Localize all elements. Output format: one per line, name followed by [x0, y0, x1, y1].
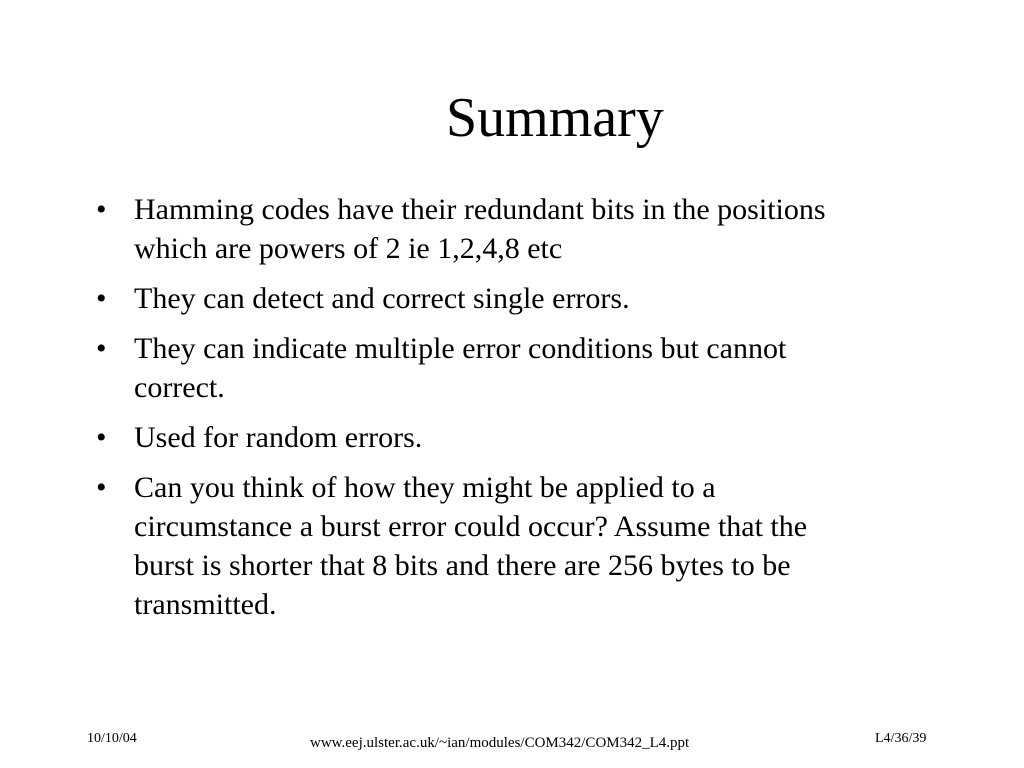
bullet-icon: •	[96, 282, 107, 315]
bullet-text-line: Hamming codes have their redundant bits in the positions	[134, 193, 826, 226]
bullet-text-line: circumstance a burst error could occur? Assume that the	[134, 510, 808, 543]
bullet-text-line: burst is shorter that 8 bits and there are 256 bytes to be	[134, 549, 791, 582]
bullet-icon: •	[96, 421, 107, 454]
bullet-item	[96, 418, 976, 457]
footer-date: 10/10/04	[87, 731, 137, 746]
bullet-text-line: correct.	[134, 371, 225, 404]
bullet-item	[96, 190, 976, 268]
bullet-text-line: Used for random errors.	[134, 421, 423, 454]
footer-page-number: L4/36/39	[875, 731, 927, 746]
slide-title: Summary	[446, 87, 664, 149]
bullet-text-line: which are powers of 2 ie 1,2,4,8 etc	[134, 232, 563, 265]
bullet-item	[96, 468, 976, 624]
bullet-icon: •	[96, 332, 107, 365]
bullet-item	[96, 279, 976, 318]
bullet-item	[96, 329, 976, 407]
bullet-text-line: transmitted.	[134, 588, 277, 621]
bullet-text-line: They can indicate multiple error conditions but cannot	[134, 332, 787, 365]
footer-url: www.eej.ulster.ac.uk/~ian/modules/COM342/COM342_L4.ppt	[310, 735, 690, 751]
bullet-text-line: Can you think of how they might be applied to a	[134, 471, 716, 504]
bullet-icon: •	[96, 193, 107, 226]
bullet-icon: •	[96, 471, 107, 504]
bullet-text-line: They can detect and correct single errors.	[134, 282, 630, 315]
bullet-list	[96, 190, 976, 635]
